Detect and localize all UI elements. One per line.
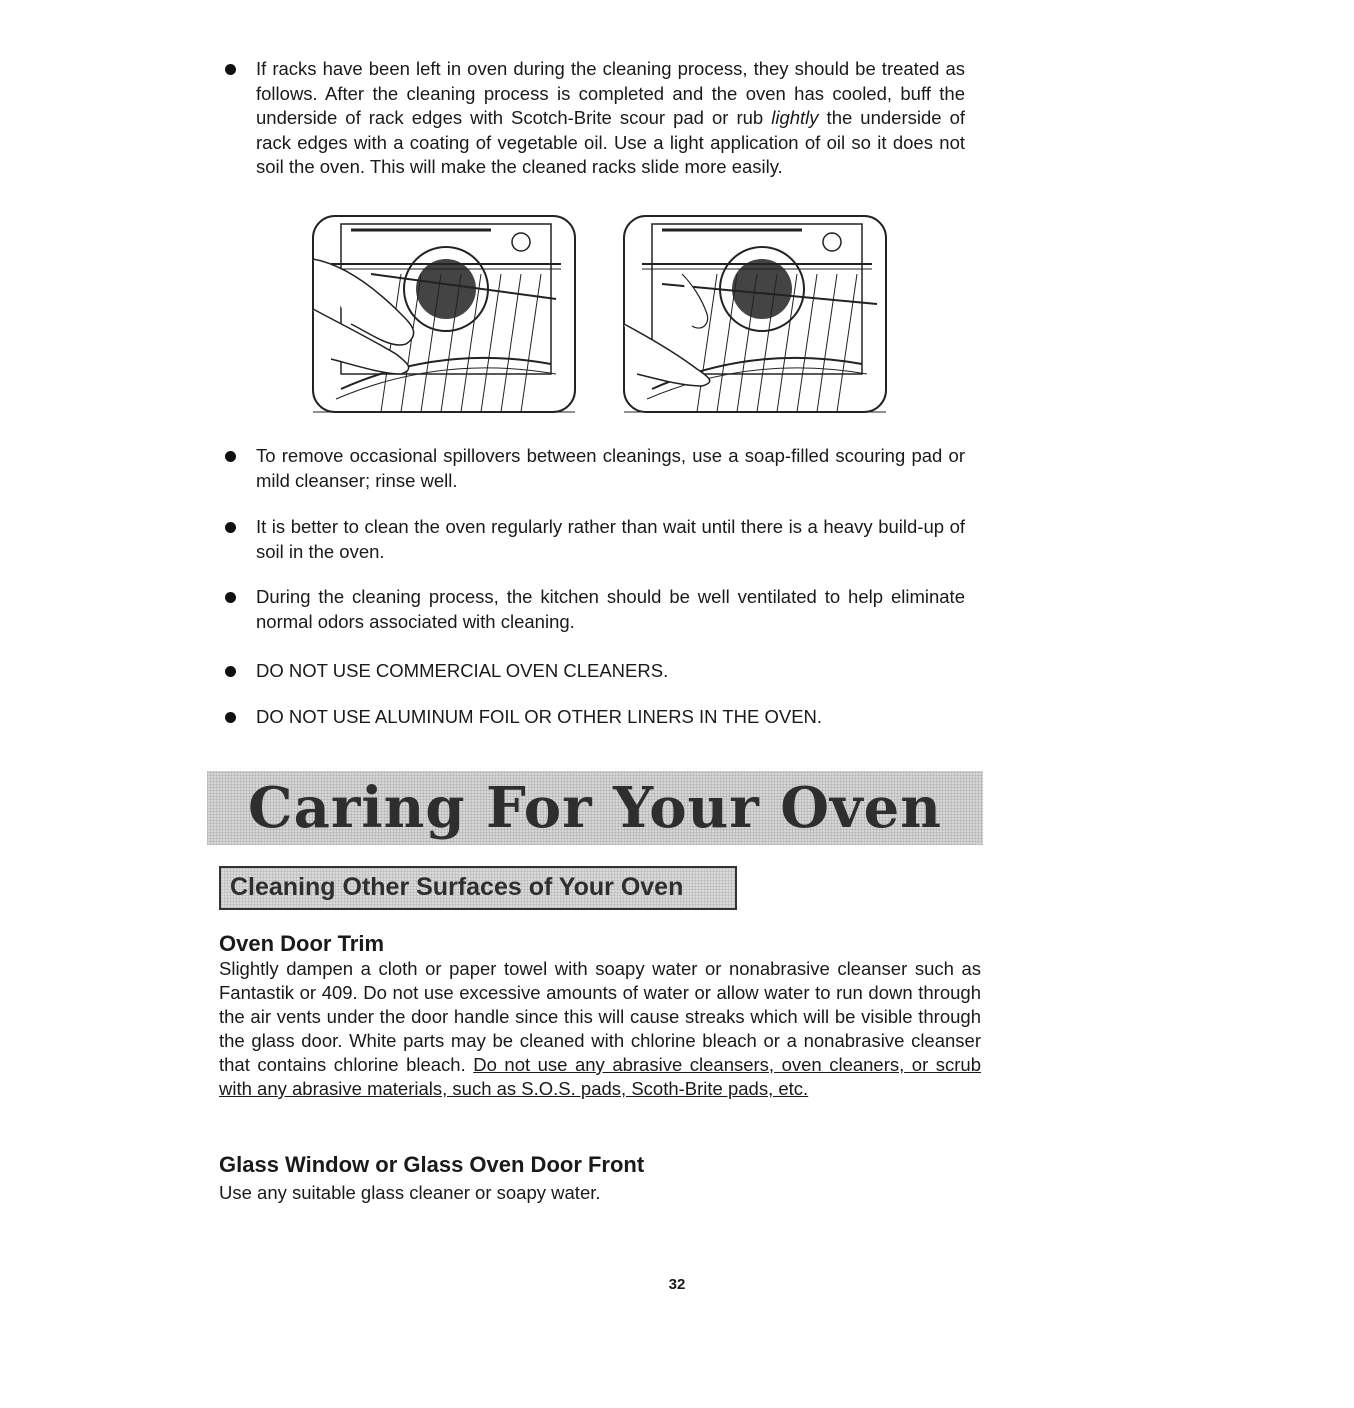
glass-text: Use any suitable glass cleaner or soapy water. (219, 1182, 601, 1203)
rack-cleaning-illustration-right (622, 214, 888, 414)
bullet-rack-treatment (225, 57, 965, 180)
section-header (219, 866, 737, 910)
section-banner (207, 771, 983, 845)
glass-heading: Glass Window or Glass Oven Door Front (219, 1152, 645, 1177)
bullet-text: DO NOT USE ALUMINUM FOIL OR OTHER LINERS IN THE OVEN. (256, 706, 823, 727)
bullet-no-commercial-cleaners (225, 659, 965, 684)
bullet-text: DO NOT USE COMMERCIAL OVEN CLEANERS. (256, 660, 669, 681)
section-header-title: Cleaning Other Surfaces of Your Oven (230, 873, 684, 901)
bullet-ventilation (225, 585, 965, 634)
banner-title: Caring For Your Oven (248, 775, 942, 841)
bullet-spillovers (225, 444, 965, 493)
bullet-dot (225, 712, 236, 723)
bullet-dot (225, 666, 236, 677)
bullet-dot (225, 592, 236, 603)
door-trim-heading: Oven Door Trim (219, 931, 385, 956)
bullet-text: If racks have been left in oven during the cleaning process, they should be treated as follows. After the cleaning process is completed and the oven has cooled, buff the underside of rack edges with Scotch-Brite scour pad or rub lightly the underside of rack edges with a coating of vegetable oil. Use a light application of oil so it does not soil the oven. This will make the cleaned racks slide more easily. (256, 58, 965, 177)
bullet-dot (225, 64, 236, 75)
door-trim-text: Slightly dampen a cloth or paper towel with soapy water or nonabrasive cleanser such as Fantastik or 409. Do not use excessive amounts of water or allow water to run down through the air vents under the door handle since this will cause streaks which will be visible through the glass door. White parts may be cleaned with chlorine bleach or a nonabrasive cleanser that contains chlorine bleach. Do not use any abrasive cleansers, oven cleaners, or scrub with any abrasive materials, such as S.O.S. pads, Scoth-Brite pads, etc. (219, 958, 981, 1099)
bullet-text: It is better to clean the oven regularly rather than wait until there is a heavy build-up of soil in the oven. (256, 516, 965, 562)
bullet-dot (225, 522, 236, 533)
door-trim-warning: Do not use any abrasive cleansers, oven cleaners, or scrub with any abrasive materials, such as S.O.S. pads, Scoth-Brite pads, etc. (219, 1054, 981, 1099)
bullet-no-aluminum-foil (225, 705, 965, 730)
page-number: 32 (668, 1276, 686, 1293)
bullet-dot (225, 451, 236, 462)
rack-cleaning-illustration-left (311, 214, 577, 414)
bullet-text: To remove occasional spillovers between cleanings, use a soap-filled scouring pad or mild cleanser; rinse well. (256, 445, 965, 491)
bullet-clean-regularly (225, 515, 965, 564)
bullet-text: During the cleaning process, the kitchen should be well ventilated to help eliminate normal odors associated with cleaning. (256, 586, 965, 632)
